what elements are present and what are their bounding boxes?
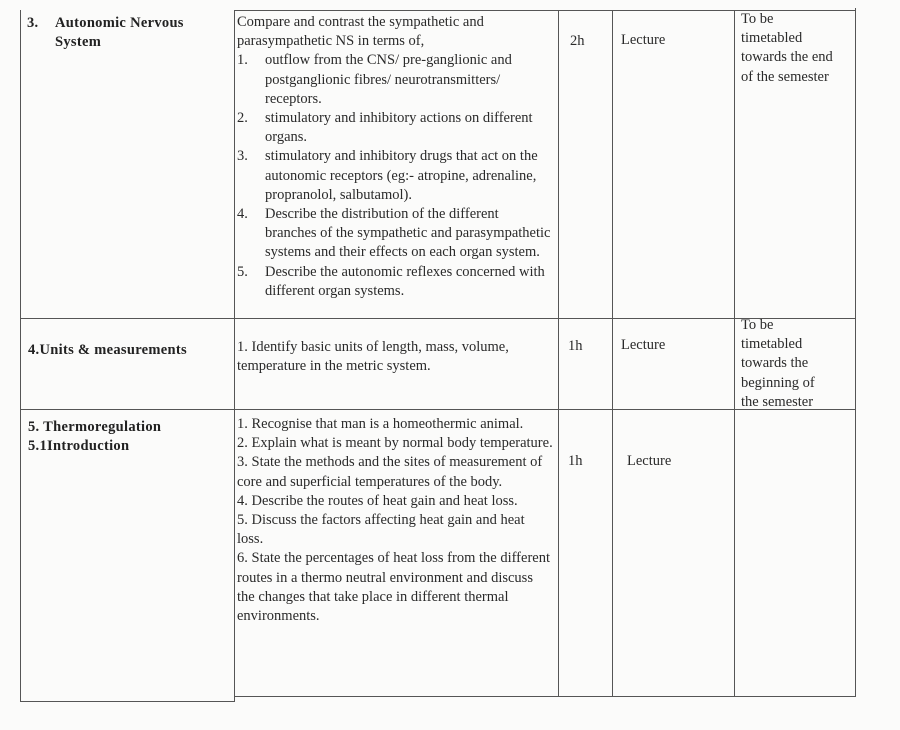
list-item: 4. Describe the distribution of the different branches of the sympathetic and parasympathetic systems and their effects on each organ system. — [237, 206, 551, 261]
objectives-cell-units: 1. Identify basic units of length, mass, volume, temperature in the metric system. — [237, 339, 509, 375]
objectives-cell-thermoregulation — [237, 415, 553, 626]
list-item: 3. stimulatory and inhibitory drugs that act on the autonomic receptors (eg:- atropine, adrenaline, propranolol, salbutamol). — [237, 148, 538, 203]
list-item: 5. Describe the autonomic reflexes concerned with different organ systems. — [237, 263, 545, 299]
timing-cell: To be timetabled towards the end of the semester — [741, 11, 833, 85]
topic-title-line: Autonomic Nervous — [55, 15, 184, 31]
timing-cell: To be timetabled towards the beginning of the semester — [741, 317, 815, 410]
list-item: 1. outflow from the CNS/ pre-ganglionic and postganglionic fibres/ neurotransmitters/ receptors. — [237, 52, 512, 107]
list-item: 6. State the percentages of heat loss from the different routes in a thermo neutral environment and discuss the changes that take place in different thermal environments. — [237, 550, 550, 625]
table-border-left — [20, 10, 21, 702]
column-divider-method — [734, 10, 735, 697]
table-border-bottom — [234, 696, 856, 697]
objectives-intro: Compare and contrast the sympathetic and parasympathetic NS in terms of, — [237, 14, 484, 50]
topic-number: 3. — [27, 15, 39, 31]
column-divider-hours — [612, 10, 613, 697]
hours-cell: 1h — [568, 338, 583, 354]
list-item: 1. Recognise that man is a homeothermic animal. — [237, 416, 524, 432]
topic-title-line: System — [55, 34, 102, 51]
method-cell: Lecture — [627, 453, 672, 469]
method-cell: Lecture — [621, 32, 666, 48]
topic-cell-thermoregulation: 5. Thermoregulation 5.1Introduction — [28, 419, 162, 455]
list-item: 2. Explain what is meant by normal body temperature. — [237, 435, 553, 452]
topic-cell-autonomic — [27, 14, 232, 52]
list-item: 4. Describe the routes of heat gain and heat loss. — [237, 492, 518, 509]
table-border-bottom-left — [20, 701, 234, 702]
hours-cell: 2h — [570, 33, 585, 49]
topic-cell-units: 4.Units & measurements — [28, 342, 187, 358]
column-divider-topic — [234, 10, 235, 702]
objectives-list — [237, 51, 553, 301]
list-item: 5. Discuss the factors affecting heat gain and heat loss. — [237, 512, 525, 548]
hours-cell: 1h — [568, 453, 583, 469]
objectives-cell-autonomic — [237, 13, 553, 301]
method-cell: Lecture — [621, 337, 666, 353]
row-divider-1 — [20, 318, 856, 319]
table-border-right — [855, 8, 856, 697]
row-divider-2 — [20, 409, 856, 410]
list-item: 3. State the methods and the sites of measurement of core and superficial temperatures of the body. — [237, 454, 543, 490]
column-divider-objectives — [558, 10, 559, 697]
list-item: 2. stimulatory and inhibitory actions on different organs. — [237, 110, 533, 146]
